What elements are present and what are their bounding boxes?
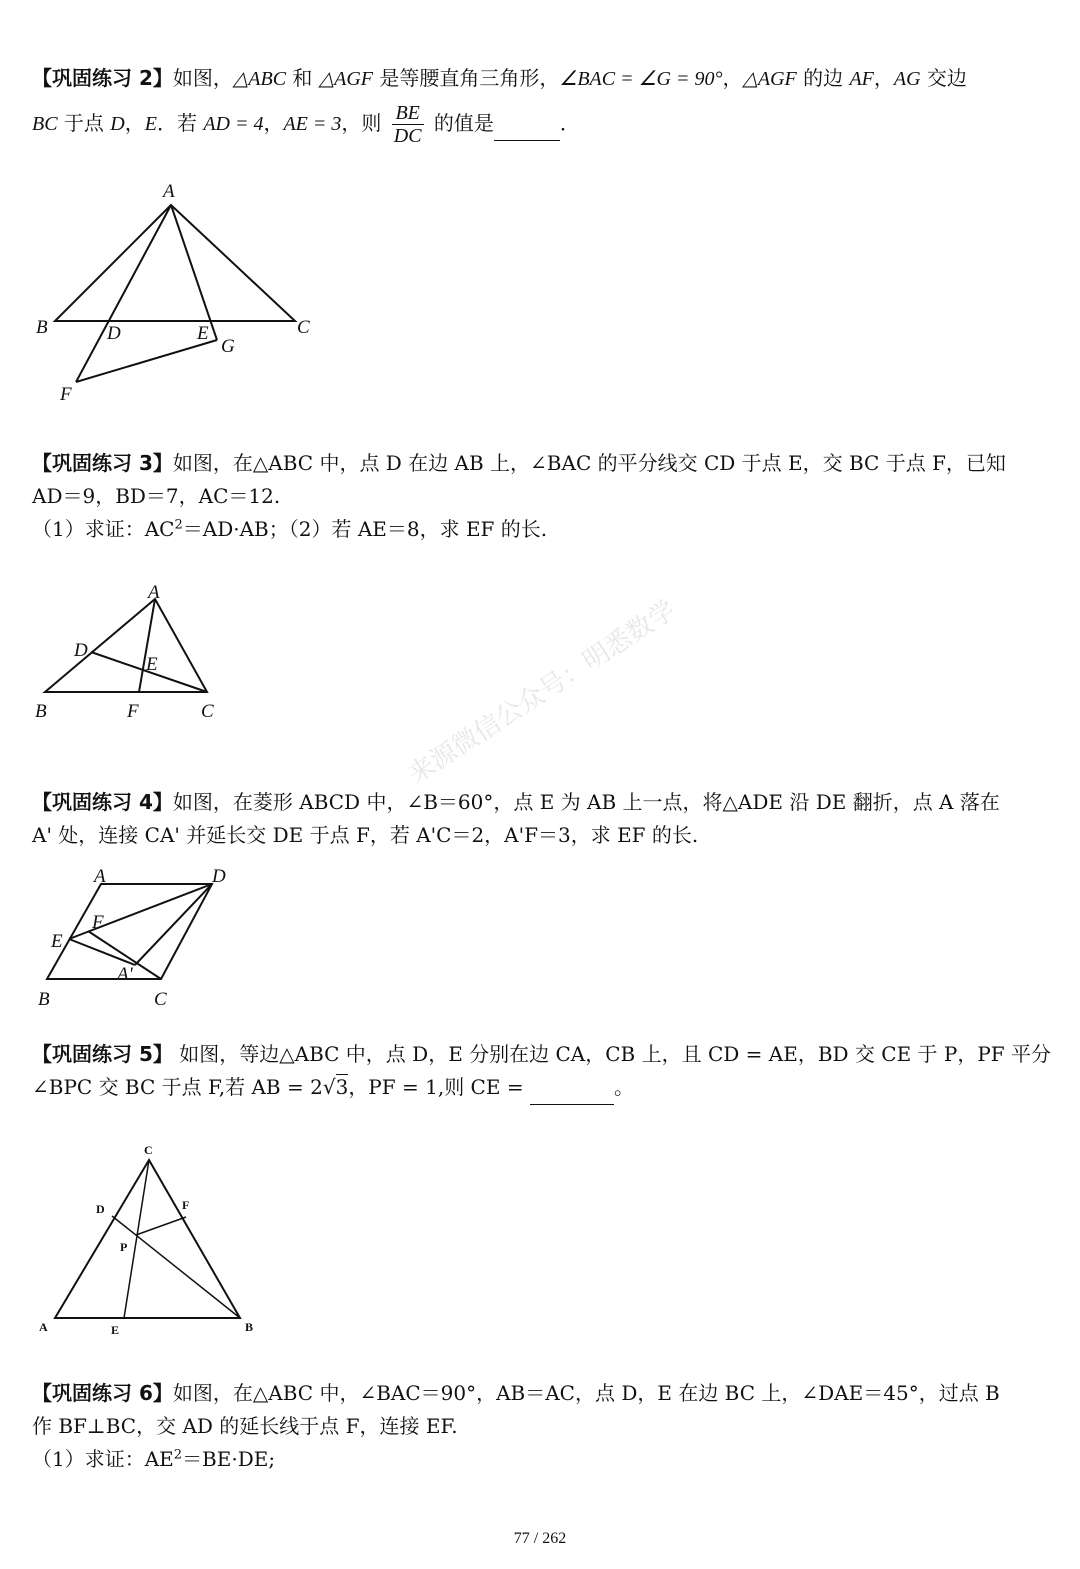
exercise-2-label: 【巩固练习 2】 — [32, 66, 173, 90]
label-c: C — [297, 317, 310, 338]
page-number: 77 / 262 — [513, 1530, 567, 1547]
segment-pf — [136, 1217, 186, 1235]
watermark: 来源微信公众号：明悉数学 — [403, 595, 682, 791]
label-a-5: A — [39, 1320, 48, 1334]
exercise-5-label: 【巩固练习 5】 — [32, 1042, 173, 1066]
label-g: G — [221, 336, 235, 357]
label-e-4: E — [51, 931, 63, 952]
exercise-3-label: 【巩固练习 3】 — [32, 451, 173, 475]
label-e-3: E — [146, 654, 158, 675]
exercise-2-line-1: 【巩固练习 2】如图，△ABC 和 △AGF 是等腰直角三角形，∠BAC = ∠G = 90°，△AGF 的边 AF，AG 交边 — [32, 66, 967, 90]
label-c-5: C — [144, 1143, 153, 1157]
label-b: B — [36, 317, 48, 338]
exercise-5: 【巩固练习 5】 如图，等边△ABC 中，点 D，E 分别在边 CA，CB 上，且 CD = AE，BD 交 CE 于 P，PF 平分 ∠BPC 交 BC 于点 F,若 AB = 2√3，PF = 1,则 CE = 。 — [32, 1038, 1044, 1105]
label-b-3: B — [35, 701, 47, 722]
label-f-3: F — [127, 701, 139, 722]
label-d-3: D — [74, 640, 88, 661]
label-d-5: D — [96, 1202, 105, 1216]
label-d-4: D — [212, 866, 226, 887]
label-f-5: F — [182, 1198, 190, 1212]
label-b-4: B — [38, 989, 50, 1010]
label-a-3: A — [148, 582, 160, 603]
label-p-5: P — [120, 1240, 128, 1254]
label-a: A — [163, 181, 175, 202]
label-c-4: C — [154, 989, 167, 1010]
segment-bd — [112, 1216, 240, 1318]
label-c-3: C — [201, 701, 214, 722]
label-e-5: E — [111, 1323, 120, 1337]
label-b-5: B — [245, 1320, 254, 1334]
exercise-4-label: 【巩固练习 4】 — [32, 790, 173, 814]
exercise-6: 【巩固练习 6】如图，在△ABC 中，∠BAC＝90°，AB＝AC，点 D，E 在边 BC 上，∠DAE＝45°，过点 B 作 BF⊥BC，交 AD 的延长线于点 F，连接 EF. （1）求证：$AE^2=BE\cdot DE$; — [32, 1381, 1000, 1471]
exercise-3: 【巩固练习 3】如图，在△ABC 中，点 D 在边 AB 上，∠BAC 的平分线交 CD 于点 E，交 BC 于点 F，已知 AD＝9，BD＝7，AC＝12. （1）求证：$AC^2=AD\cdot AB$；（2）若 AE＝8，求 EF 的长. — [32, 451, 1006, 541]
exercise-2-line-2: BC 于点 D，E．若 AD = 4，AE = 3，则 $\frac{BE}{DC}$ 的值是 ． — [32, 102, 580, 147]
fraction-be-over-dc: $\frac{BE}{DC}$ — [393, 102, 422, 147]
label-f: F — [60, 384, 72, 405]
label-e: E — [197, 323, 209, 344]
triangle-abc-5 — [55, 1160, 240, 1318]
label-f-4: F — [92, 912, 104, 933]
label-a-4: A — [94, 866, 106, 887]
exercise-4: 【巩固练习 4】如图，在菱形 ABCD 中，∠B＝60°，点 E 为 AB 上一点，将△ADE 沿 DE 翻折，点 A 落在 A' 处，连接 CA' 并延长交 DE 于点 F，若 A'C＝2，A'F＝3，求 EF 的长. — [32, 790, 1000, 847]
label-d: D — [107, 323, 121, 344]
segment-ce — [124, 1160, 149, 1318]
exercise-6-label: 【巩固练习 6】 — [32, 1381, 173, 1405]
label-a-prime: A' — [117, 964, 133, 985]
